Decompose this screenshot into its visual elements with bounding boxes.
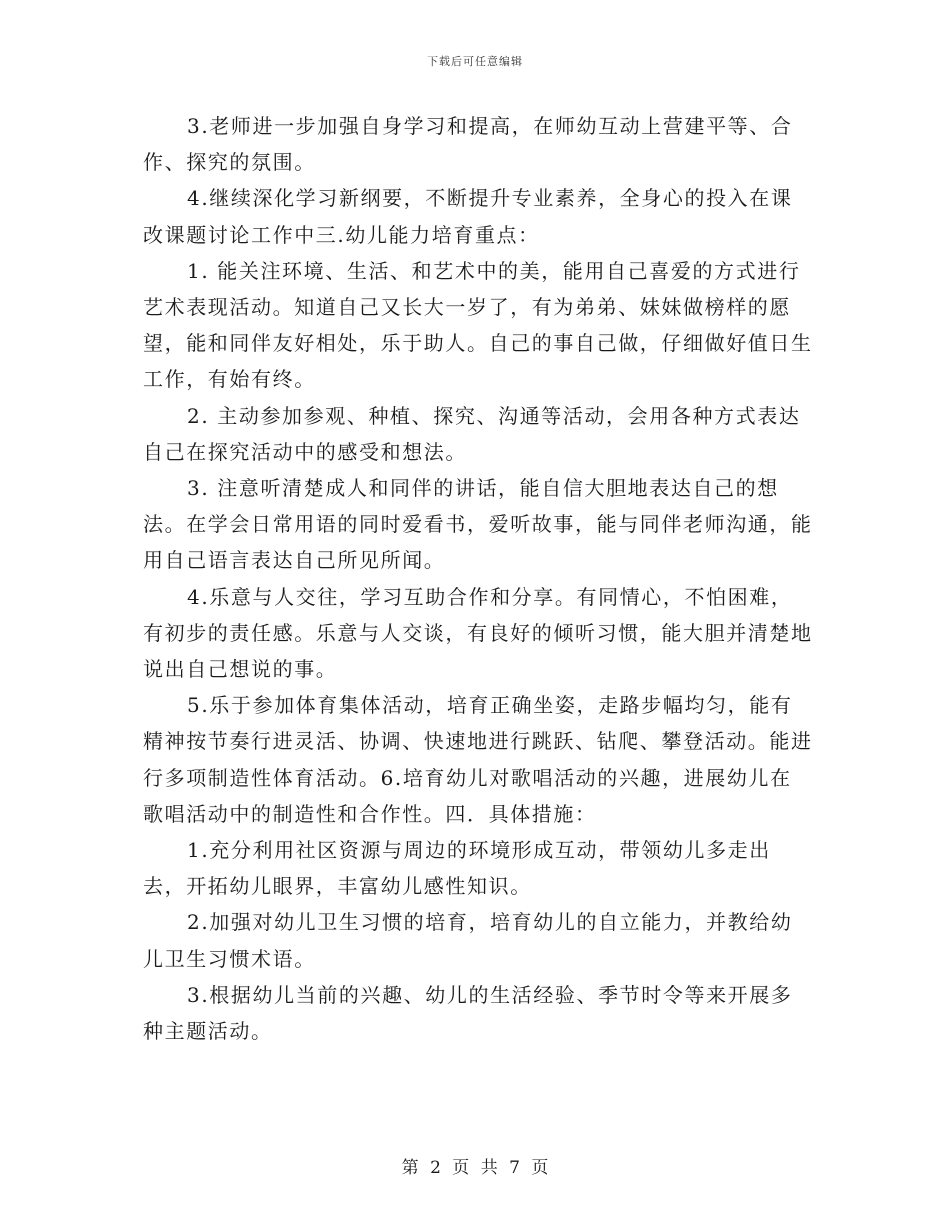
page-number-footer: 第 2 页 共 7 页 bbox=[401, 1158, 549, 1178]
paragraph-5: 3. 注意听清楚成人和同伴的讲话，能自信大胆地表达自己的想法。在学会日常用语的同时爱看书，爱听故事，能与同伴老师沟通，能用自己语言表达自己所见所闻。 bbox=[143, 476, 813, 573]
paragraph-7: 5.乐于参加体育集体活动，培育正确坐姿，走路步幅均匀，能有精神按节奏行进灵活、协调、快速地进行跳跃、钻爬、攀登活动。能进行多项制造性体育活动。6.培育幼儿对歌唱活动的兴趣，进展幼儿在歌唱活动中的制造性和合作性。四．具体措施： bbox=[143, 693, 813, 826]
paragraph-3: 1. 能关注环境、生活、和艺术中的美，能用自己喜爱的方式进行艺术表现活动。知道自己又长大一岁了，有为弟弟、妹妹做榜样的愿望，能和同伴友好相处，乐于助人。自己的事自己做，仔细做好值日生工作，有始有终。 bbox=[143, 258, 813, 392]
header-note: 下载后可任意编辑 bbox=[427, 55, 523, 68]
paragraph-2: 4.继续深化学习新纲要，不断提升专业素养，全身心的投入在课改课题讨论工作中三.幼儿能力培育重点： bbox=[143, 186, 793, 247]
paragraph-1: 3.老师进一步加强自身学习和提高，在师幼互动上营建平等、合作、探究的氛围。 bbox=[143, 114, 793, 175]
paragraph-8: 1.充分利用社区资源与周边的环境形成互动，带领幼儿多走出去，开拓幼儿眼界，丰富幼儿感性知识。 bbox=[143, 838, 771, 899]
paragraph-4: 2. 主动参加参观、种植、探究、沟通等活动，会用各种方式表达自己在探究活动中的感受和想法。 bbox=[143, 403, 801, 464]
paragraph-9: 2.加强对幼儿卫生习惯的培育，培育幼儿的自立能力，并教给幼儿卫生习惯术语。 bbox=[143, 910, 793, 971]
paragraph-10: 3.根据幼儿当前的兴趣、幼儿的生活经验、季节时令等来开展多种主题活动。 bbox=[143, 982, 793, 1044]
document-body bbox=[143, 108, 813, 1049]
paragraph-6: 4.乐意与人交往，学习互助合作和分享。有同情心，不怕困难，有初步的责任感。乐意与人交谈，有良好的倾听习惯，能大胆并清楚地说出自己想说的事。 bbox=[143, 584, 813, 682]
